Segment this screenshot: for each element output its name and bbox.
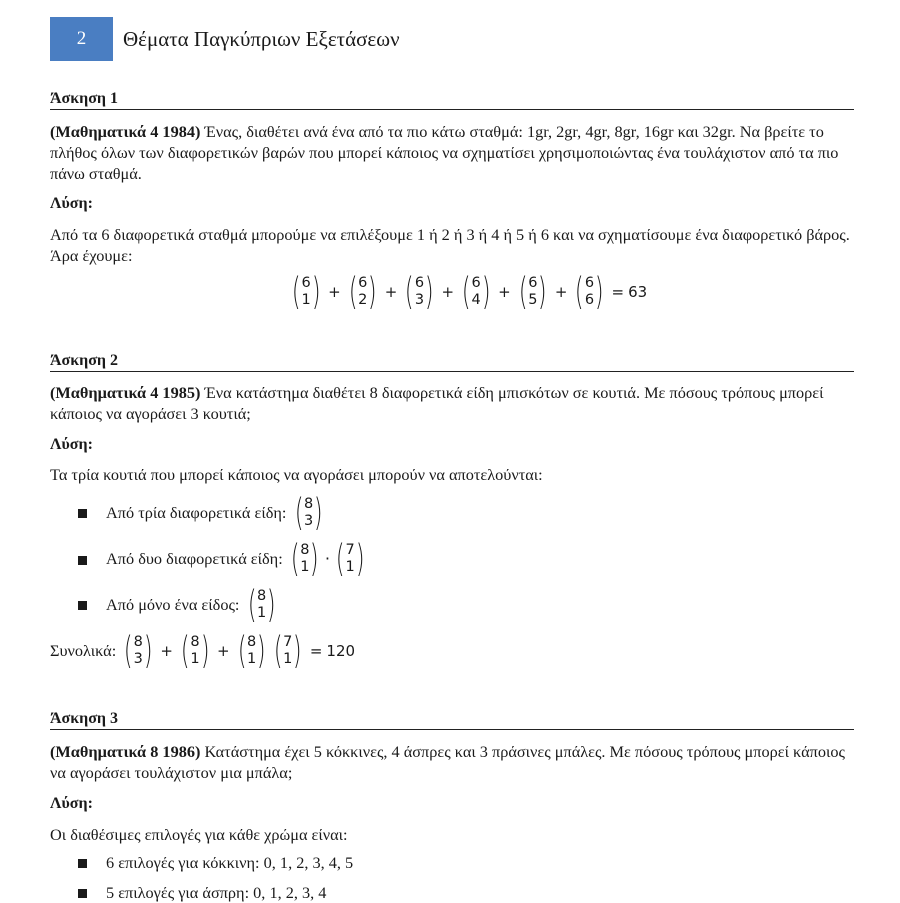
exercise-2-source: (Μαθηματικά 4 1985) bbox=[50, 383, 201, 402]
exercise-3-text: Κατάστημα έχει 5 κόκκινες, 4 άσπρες και 3 πράσινες μπάλες. Με πόσους τρόπους μπορεί κάποιος να αγοράσει τουλάχιστον μια μπάλα; bbox=[50, 742, 845, 782]
exercise-3-solution-label: Λύση: bbox=[50, 795, 93, 812]
bullet-icon bbox=[78, 601, 87, 610]
total-label: Συνολικά: bbox=[50, 640, 117, 660]
binomial-6-3: ( 6 3 ) bbox=[405, 270, 434, 313]
exercise-2-heading: Άσκηση 2 bbox=[50, 352, 854, 372]
chapter-title: Θέματα Παγκύπριων Εξετάσεων bbox=[123, 27, 400, 51]
bullet-icon bbox=[78, 556, 87, 565]
binomial-7-1: ( 7 1 ) bbox=[335, 537, 365, 580]
exercise-1-source: (Μαθηματικά 4 1984) bbox=[50, 122, 201, 141]
exercise-2-solution-text: Τα τρία κουτιά που μπορεί κάποιος να αγοράσει μπορούν να αποτελούνται: bbox=[50, 465, 543, 484]
exercise-3-bullet-2: 5 επιλογές για άσπρη: 0, 1, 2, 3, 4 bbox=[106, 883, 327, 902]
binomial-6-5: ( 6 5 ) bbox=[518, 270, 547, 313]
binomial-6-1: ( 6 1 ) bbox=[291, 270, 321, 313]
exercise-1-result: 63 bbox=[628, 282, 648, 301]
binomial-6-4: ( 6 4 ) bbox=[461, 270, 491, 313]
binomial-8-1: ( 8 1 ) bbox=[290, 537, 320, 580]
exercise-2-total: Συνολικά: ( 8 3 ) + ( 8 1 ) + ( 8 1 ) ( 7 1 ) = 120 bbox=[50, 629, 356, 672]
bullet-icon bbox=[78, 889, 87, 898]
chapter-number-badge: 2 bbox=[50, 17, 113, 61]
bullet-icon bbox=[78, 859, 87, 868]
exercise-1-solution-label: Λύση: bbox=[50, 195, 93, 212]
exercise-2-bullet-3: Από μόνο ένα είδος: ( 8 1 ) bbox=[106, 586, 280, 623]
exercise-2-bullet-2: Από δυο διαφορετικά είδη: ( 8 1 ) · ( 7 1 ) bbox=[106, 540, 368, 577]
binomial-6-6: ( 6 6 ) bbox=[575, 270, 604, 313]
exercise-3-heading: Άσκηση 3 bbox=[50, 710, 854, 730]
binomial-8-3: ( 8 3 ) bbox=[294, 491, 323, 534]
exercise-3-statement bbox=[50, 741, 850, 783]
exercise-2-solution-label: Λύση: bbox=[50, 436, 93, 453]
bullet-icon bbox=[78, 509, 87, 518]
exercise-1-formula: ( 6 1 ) + ( 6 2 ) + ( 6 3 ) + ( 6 4 ) + ( 6 5 ) + ( 6 6 ) = 63 bbox=[288, 273, 647, 310]
exercise-1-heading: Άσκηση 1 bbox=[50, 90, 854, 110]
exercise-1-text: Ένας, διαθέτει ανά ένα από τα πιο κάτω σταθμά: 1gr, 2gr, 4gr, 8gr, 16gr και 32gr. Να βρείτε το πλήθος όλων των διαφορετικών βαρών που μπορεί κάποιος να σχηματίσει χρησιμοποιώντας ένα τουλάχιστον από τα πιο πάνω σταθμά. bbox=[50, 122, 839, 183]
exercise-2-bullet-1: Από τρία διαφορετικά είδη: ( 8 3 ) bbox=[106, 494, 327, 531]
exercise-2-text: Ένα κατάστημα διαθέτει 8 διαφορετικά είδη μπισκότων σε κουτιά. Με πόσους τρόπους μπορεί κάποιος να αγοράσει 3 κουτιά; bbox=[50, 383, 824, 423]
exercise-3-source: (Μαθηματικά 8 1986) bbox=[50, 742, 201, 761]
exercise-3-solution-text: Οι διαθέσιμες επιλογές για κάθε χρώμα είναι: bbox=[50, 825, 348, 844]
exercise-1-solution-text: Από τα 6 διαφορετικά σταθμά μπορούμε να επιλέξουμε 1 ή 2 ή 3 ή 4 ή 5 ή 6 και να σχηματίσουμε ένα διαφορετικό βάρος. Άρα έχουμε: bbox=[50, 225, 850, 265]
exercise-2-result: 120 bbox=[326, 641, 356, 660]
exercise-2-statement bbox=[50, 382, 850, 424]
binomial-6-2: ( 6 2 ) bbox=[348, 270, 377, 313]
exercise-1-statement bbox=[50, 121, 850, 184]
exercise-3-bullet-1: 6 επιλογές για κόκκινη: 0, 1, 2, 3, 4, 5 bbox=[106, 853, 354, 872]
binomial-8-1: ( 8 1 ) bbox=[247, 583, 276, 626]
